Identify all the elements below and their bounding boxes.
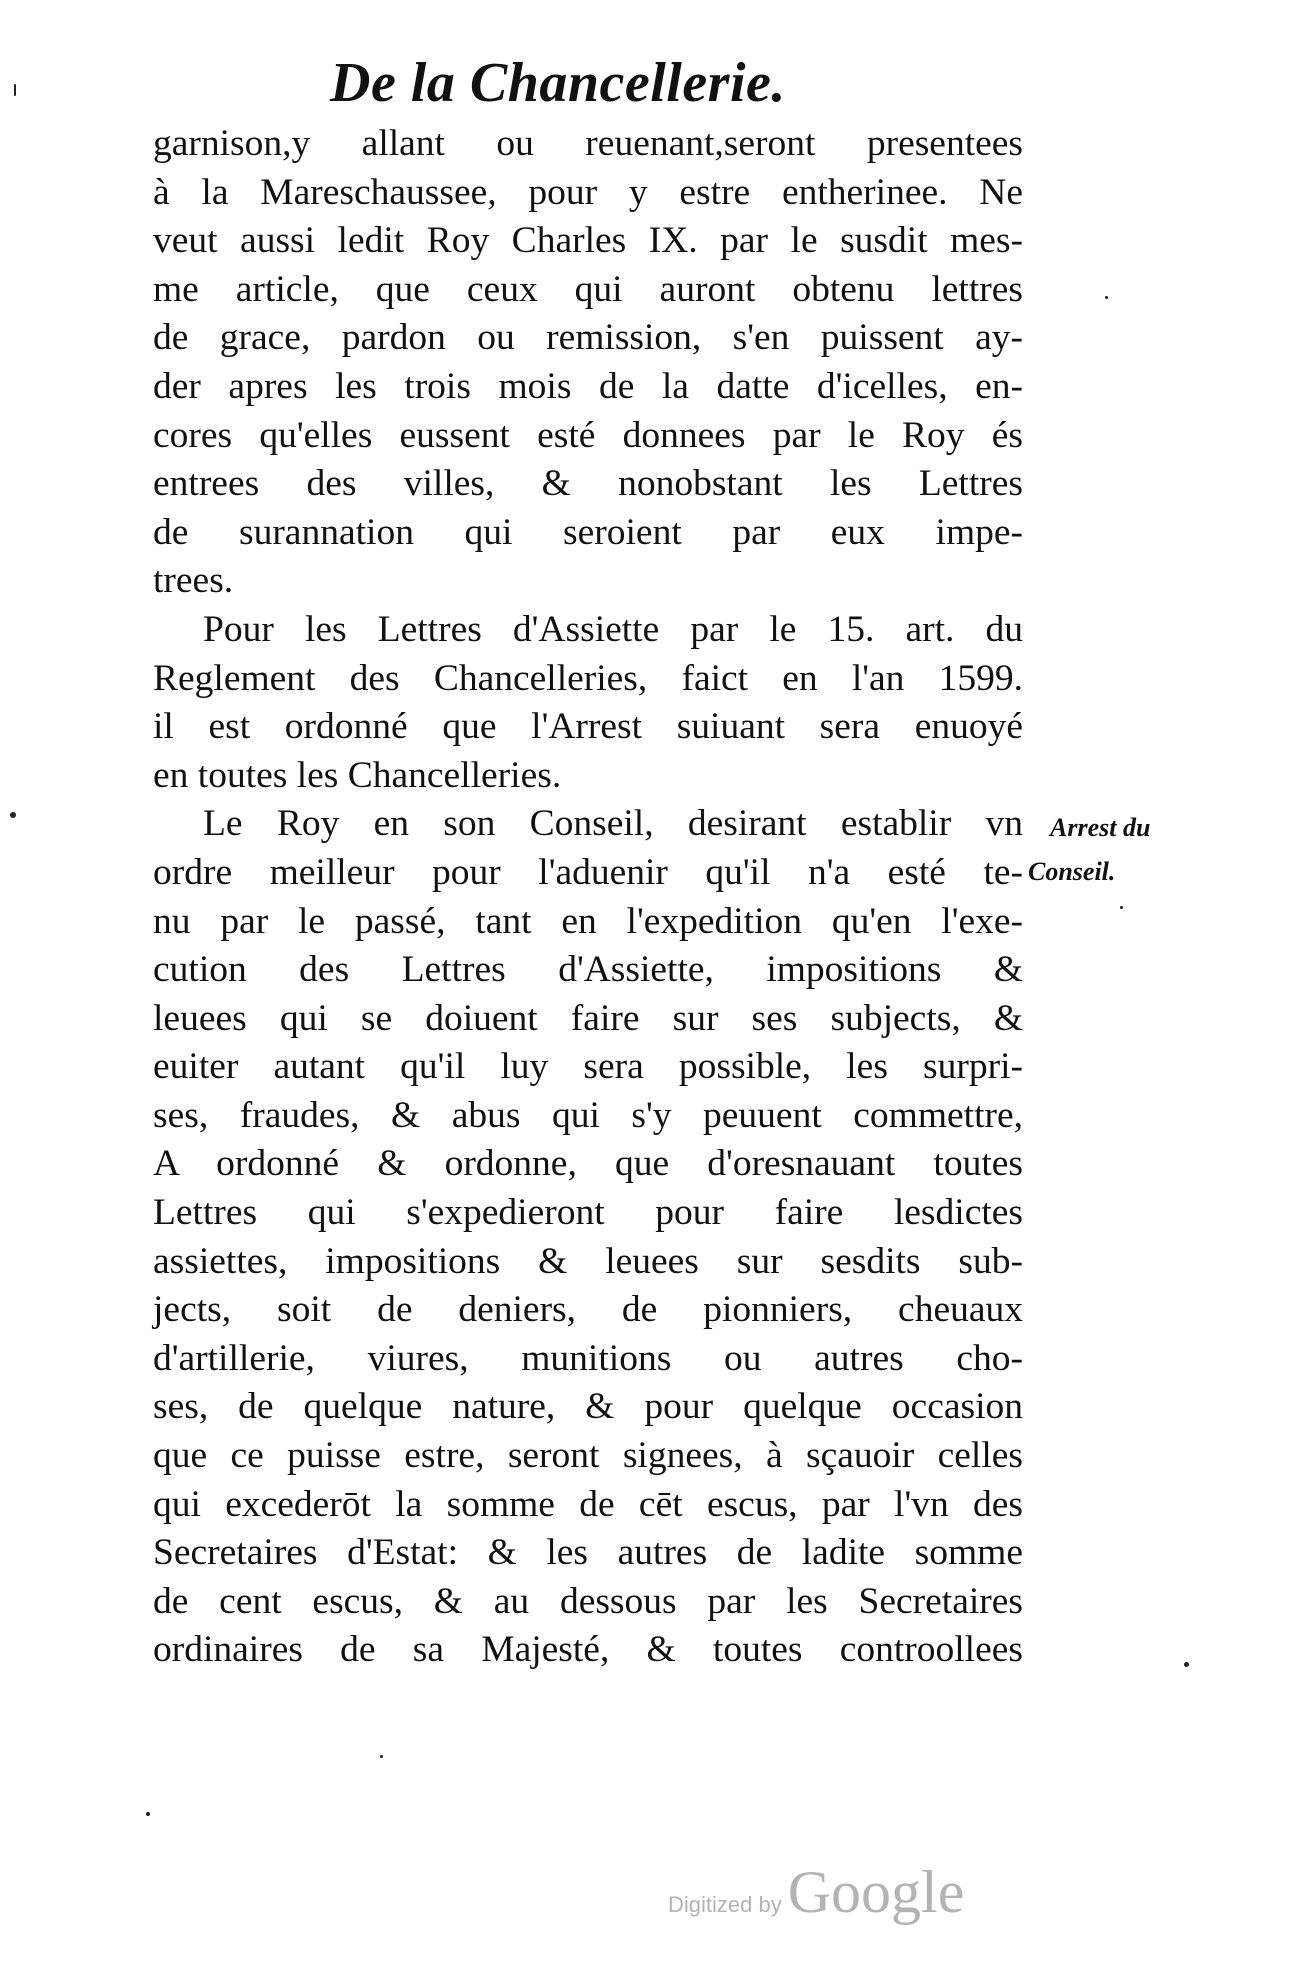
text-line: trees. [153,560,234,602]
text-line: veut aussi ledit Roy Charles IX. par le susdit mes- [153,220,1023,262]
text-line: ses, de quelque nature, & pour quelque occasion [153,1386,1023,1428]
scan-speck [10,812,16,818]
text-line: nu par le passé, tant en l'expedition qu'en l'exe- [153,900,1023,942]
watermark-prefix: Digitized by [668,1892,782,1917]
scan-speck [1120,906,1123,909]
scan-speck [146,1812,150,1816]
text-line: cores qu'elles eussent esté donnees par le Roy és [153,414,1023,456]
text-line: en toutes les Chancelleries. [153,754,562,796]
margin-note [1028,806,1200,894]
text-line: leuees qui se doiuent faire sur ses subjects, & [153,997,1023,1039]
text-line: jects, soit de deniers, de pionniers, cheuaux [153,1289,1023,1331]
text-line: à la Mareschaussee, pour y estre entherinee. Ne [153,171,1023,213]
text-line: garnison,y allant ou reuenant,seront presentees [153,123,1023,164]
watermark-brand: Google [787,1859,965,1925]
paragraph-start-line: Pour les Lettres d'Assiette par le 15. art. du [203,608,1023,650]
text-line: que ce puisse estre, seront signees, à sçauoir celles [153,1435,1023,1477]
text-line: de surannation qui seroient par eux impe- [153,511,1023,553]
text-line: il est ordonné que l'Arrest suiuant sera enuoyé [153,706,1023,748]
running-head: De la Chancellerie. [330,52,786,114]
text-line: Reglement des Chancelleries, faict en l'an 1599. [153,657,1023,699]
scan-speck [14,84,16,96]
text-line: ordinaires de sa Majesté, & toutes controollees [153,1629,1023,1671]
text-line: assiettes, impositions & leuees sur sesdits sub- [153,1240,1023,1282]
text-line: de grace, pardon ou remission, s'en puissent ay- [153,317,1023,359]
text-line: euiter autant qu'il luy sera possible, les surpri- [153,1046,1023,1088]
text-line: A ordonné & ordonne, que d'oresnauant toutes [153,1143,1023,1185]
text-line: entrees des villes, & nonobstant les Lettres [153,463,1023,505]
text-line: qui excederōt la somme de cēt escus, par l'vn des [153,1483,1023,1525]
text-line: der apres les trois mois de la datte d'icelles, en- [153,365,1023,407]
scan-speck [1105,296,1108,299]
margin-note-line: Arrest du [1050,813,1151,842]
text-line: de cent escus, & au dessous par les Secretaires [153,1580,1023,1622]
paragraph-start-line: Le Roy en son Conseil, desirant establir vn [203,803,1023,845]
text-line: ordre meilleur pour l'aduenir qu'il n'a esté te- [153,851,1023,893]
text-line: cution des Lettres d'Assiette, impositions & [153,949,1023,991]
text-line: Lettres qui s'expedieront pour faire lesdictes [153,1192,1023,1234]
text-line: Secretaires d'Estat: & les autres de ladite somme [153,1532,1023,1574]
text-line: d'artillerie, viures, munitions ou autres cho- [153,1337,1023,1379]
text-line: me article, que ceux qui auront obtenu lettres [153,268,1023,310]
digitized-watermark [668,1858,964,1938]
scan-speck [380,1755,383,1758]
margin-note-line: Conseil. [1028,857,1116,886]
text-line: ses, fraudes, & abus qui s'y peuuent commettre, [153,1094,1023,1136]
body-text [153,120,1023,1675]
scan-speck [1184,1662,1189,1667]
